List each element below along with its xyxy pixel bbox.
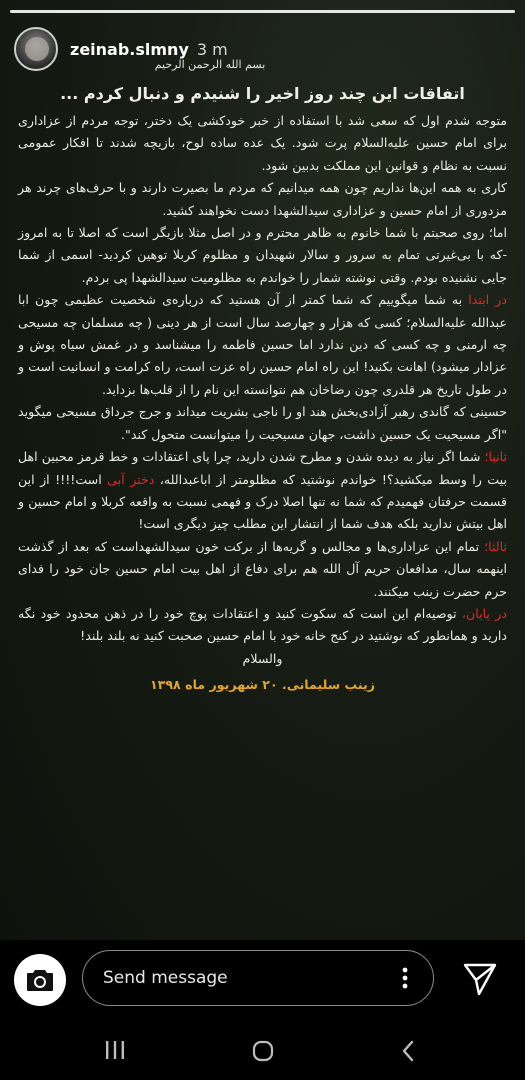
blue-girl-highlight: دختر آبی xyxy=(107,471,155,487)
label-first: در ابتدا xyxy=(468,292,507,308)
paragraph-6a-text: شما اگر نیاز به دیده شدن و مطرح شدن دارید، چرا پای اعتقادات و خط قرمز محبین اهل بیت را وسط میکشید؟! خواندم نوشتید که مظلومتر از اباعبدالله، xyxy=(18,449,507,487)
timestamp: 3 m xyxy=(196,39,228,59)
paragraph-2: کاری به همه این‌ها نداریم چون همه میدانیم که مردم ما بصیرت دارند و با حرف‌های چرند هر مزدوری از امام حسین و عزاداری سیدالشهدا دست نخواهند کشید. xyxy=(18,180,507,218)
story-progress-bar xyxy=(10,10,515,13)
bismillah: بسم الله الرحمن الرحیم xyxy=(154,58,266,71)
back-icon[interactable] xyxy=(400,1040,416,1062)
signature: زینب سلیمانی. ۲۰ شهریور ماه ۱۳۹۸ xyxy=(150,677,375,693)
recents-icon[interactable] xyxy=(104,1040,126,1060)
camera-icon xyxy=(26,968,54,992)
salam: والسلام xyxy=(242,650,283,666)
story-title: اتفاقات این چند روز اخیر را شنیدم و دنبال کردم ... xyxy=(60,84,465,103)
story-progress-fill xyxy=(10,10,515,13)
paragraph-6 xyxy=(14,446,511,536)
paragraph-1: متوجه شدم اول که سعی شد با استفاده از خبر خودکشی یک دختر، توجه مردم از عزاداری برای امام حسین علیه‌السلام پرت شود. یک عده ساده لوح، بازیچه شدند تا افکار عمومی نسبت به نظام و قوانین این مملکت بدبین شود. xyxy=(18,113,507,173)
paragraph-6b-text: است!!!! از این قسمت حرفتان فهمیدم که شما نه تنها اصلا درک و فهمی نسبت به واقعه کربلا و امام حسین و اهل بیتش ندارید بلکه هدف شما از انتشار این مطلب چیز دیگری است! xyxy=(18,471,507,532)
home-icon[interactable] xyxy=(252,1040,274,1062)
label-second: ثانیا؛ xyxy=(484,449,507,465)
paragraph-7-text: تمام این عزاداری‌ها و مجالس و گریه‌ها از برکت خون سیدالشهداست که بعد از گذشت اینهمه سال، مدافعان حریم آل الله هم برای دفاع از اهل بیت امام حسین جان خود را فدای حرم حضرت زینب میکنند. xyxy=(18,538,507,599)
story-text xyxy=(14,80,511,697)
message-input[interactable] xyxy=(82,950,434,1006)
paragraph-4 xyxy=(14,289,511,401)
label-third: ثالثا؛ xyxy=(484,538,507,554)
send-icon[interactable] xyxy=(462,962,498,996)
label-end: در پایان، xyxy=(461,605,507,621)
paragraph-4-text: به شما میگوییم که شما کمتر از آن هستید که درباره‌ی شخصیت عظیمی چون ابا عبدالله علیه‌السلام؛ کسی که هزار و چهارصد سال است از هر دینی ( چه مسلمان چه مسیحی چه ارمنی و چه کسی که دین ندارد اما حسین فاطمه را میشناسد و در غمش سیاه پوش و عزادار میشود) اهانت بکنید! این راه امام حسین راه عزت است، راه کرامت و انسانیت است و در طول تاریخ هر قلدری چون رضاخان هم نتوانسته این نام را از قلب‌ها بزداید. xyxy=(18,292,507,397)
more-vertical-icon[interactable] xyxy=(391,958,419,998)
paragraph-5: حسینی که گاندی رهبر آزادی‌بخش هند او را ناجی بشریت میداند و جرج جرداق مسیحی میگوید "اگر مسیحیت یک حسین داشت، جهان مسیحیت را میتوانست متحول کند". xyxy=(18,404,507,442)
paragraph-8 xyxy=(14,603,511,648)
paragraph-8-text: توصیه‌ام این است که سکوت کنید و اعتقادات پوچ خود را در ذهن محدود خود نگه دارید و همانطور که نوشتید در کنج خانه خود با امام حسین صحبت کنید نه بلند بلند! xyxy=(18,605,507,644)
paragraph-3: اما؛ روی صحبتم با شما خانوم به ظاهر محترم و در اصل مثلا بازیگر است که اصلا تا به امروز -که با بی‌غیرتی تمام به سرور و سالار شهیدان و مظلوم کربلا توهین کردید- اسمی از شما جایی نشنیده بودم. وقتی نوشته شمار را خواندم به مظلومیت سیدالشهدا پی بردم. xyxy=(18,225,507,285)
message-placeholder: Send message xyxy=(103,968,228,988)
username[interactable]: zeinab.slmny xyxy=(70,39,189,59)
camera-button[interactable] xyxy=(14,954,66,1006)
paragraph-7 xyxy=(14,536,511,603)
